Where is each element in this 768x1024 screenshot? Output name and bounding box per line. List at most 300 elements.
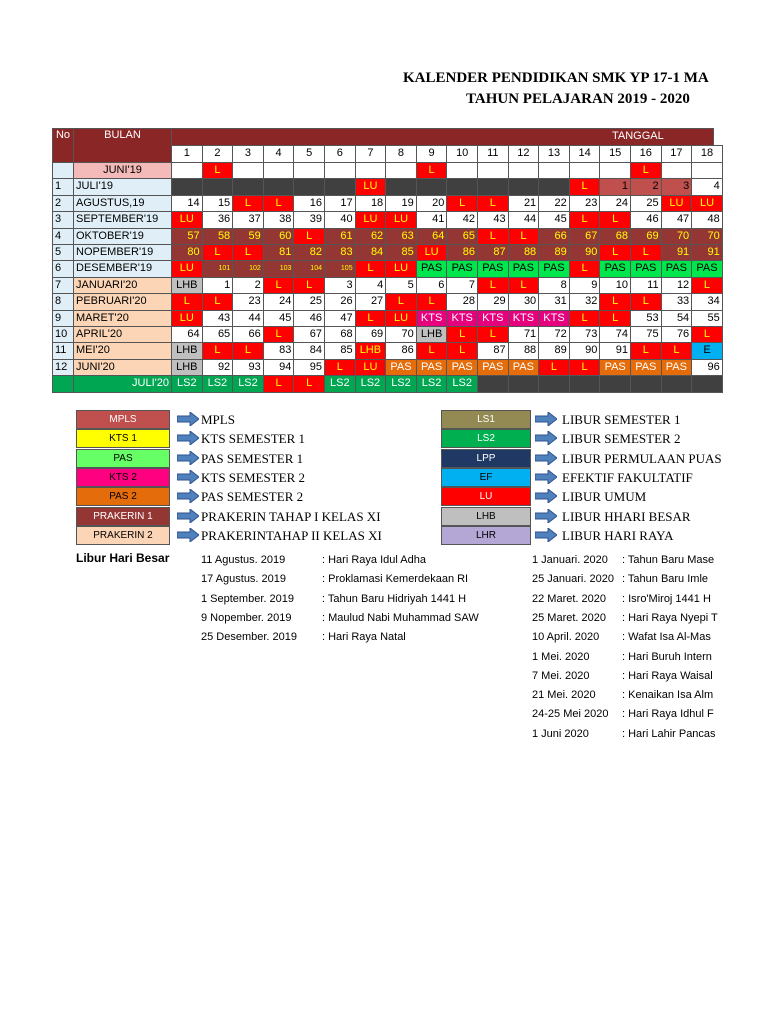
calendar-day-value: L xyxy=(428,164,435,176)
calendar-day-cell xyxy=(446,293,478,310)
holiday-name: : Proklamasi Kemerdekaan RI xyxy=(322,573,469,586)
calendar-day-cell xyxy=(569,244,601,261)
calendar-day-cell xyxy=(232,277,264,294)
month-name: JULI'20 xyxy=(73,375,172,392)
row-number: 12 xyxy=(52,359,74,376)
calendar-day-value: 16 xyxy=(309,196,322,209)
calendar-day-value: L xyxy=(306,229,313,242)
calendar-day-cell xyxy=(508,310,540,327)
calendar-day-value: PAS xyxy=(390,360,412,373)
calendar-day-value: 24 xyxy=(615,196,628,209)
calendar-day-value: L xyxy=(581,360,588,373)
arrow-right-icon xyxy=(535,470,557,484)
calendar-day-cell xyxy=(599,375,631,392)
calendar-day-value: 64 xyxy=(432,229,445,242)
calendar-day-cell xyxy=(416,162,448,179)
calendar-day-value: L xyxy=(183,295,190,308)
row-number: 2 xyxy=(52,195,74,212)
calendar-day-value: PAS xyxy=(420,360,443,373)
legend-label: LIBUR SEMESTER 1 xyxy=(562,412,681,427)
calendar-day-cell xyxy=(355,359,387,376)
calendar-day-value: LU xyxy=(363,213,378,226)
calendar-day-cell xyxy=(171,178,203,195)
legend-label: PAS SEMESTER 2 xyxy=(201,489,304,505)
calendar-day-value: 23 xyxy=(248,295,261,308)
calendar-day-cell xyxy=(538,211,570,228)
calendar-day-value: 70 xyxy=(676,229,690,242)
calendar-day-cell xyxy=(538,359,570,376)
calendar-day-cell xyxy=(293,342,325,359)
calendar-day-value: L xyxy=(306,377,313,390)
holiday-date: 7 Mei. 2020 xyxy=(532,669,590,682)
calendar-day-value: 58 xyxy=(217,229,231,242)
calendar-day-cell xyxy=(232,342,264,359)
calendar-day-value: 8 xyxy=(560,278,567,291)
calendar-day-cell xyxy=(661,178,693,195)
calendar-day-cell xyxy=(508,277,540,294)
calendar-day-value: PAS xyxy=(482,360,504,373)
calendar-day-value: 25 xyxy=(646,196,659,209)
calendar-day-cell xyxy=(324,178,356,195)
calendar-day-cell xyxy=(661,195,693,212)
calendar-day-value: 90 xyxy=(585,246,598,258)
calendar-day-value: PAS xyxy=(512,360,534,373)
row-number xyxy=(52,375,74,392)
calendar-day-value: L xyxy=(244,246,252,258)
calendar-day-cell xyxy=(263,228,295,245)
calendar-day-cell xyxy=(630,342,662,359)
calendar-day-cell xyxy=(569,375,601,392)
legend-code-box: LHR xyxy=(441,526,531,545)
calendar-day-value: 89 xyxy=(554,246,567,258)
calendar-day-value: L xyxy=(581,180,588,193)
calendar-day-value: L xyxy=(275,278,282,291)
calendar-day-cell xyxy=(232,178,264,195)
month-name: APRIL'20 xyxy=(73,326,172,343)
calendar-day-value: 5 xyxy=(407,278,414,291)
calendar-day-value: LU xyxy=(699,196,715,209)
calendar-day-value: 92 xyxy=(217,360,231,373)
calendar-day-cell xyxy=(508,293,540,310)
calendar-day-value: L xyxy=(397,295,405,308)
day-number: 15 xyxy=(599,145,631,163)
holiday-name: : Hari Raya Waisal xyxy=(622,669,713,682)
legend-label: LIBUR HARI RAYA xyxy=(562,527,674,543)
calendar-day-cell xyxy=(232,326,264,343)
legend-label: KTS SEMESTER 2 xyxy=(201,469,306,485)
calendar-day-cell xyxy=(355,375,387,392)
calendar-day-cell xyxy=(477,293,509,310)
calendar-day-cell xyxy=(416,342,448,359)
arrow-right-icon xyxy=(177,412,199,426)
day-number: 11 xyxy=(477,145,509,163)
calendar-day-value: L xyxy=(520,278,527,291)
calendar-day-value: LU xyxy=(393,311,409,324)
arrow-right-icon xyxy=(177,489,199,503)
holiday-name: : Hari Raya Idhul F xyxy=(622,708,714,721)
calendar-day-cell xyxy=(599,178,631,195)
month-name: JANUARI'20 xyxy=(73,277,172,294)
calendar-day-cell xyxy=(355,211,387,228)
calendar-day-cell xyxy=(263,195,295,212)
calendar-day-value: 104 xyxy=(310,265,322,273)
calendar-day-value: L xyxy=(275,196,282,209)
calendar-day-value: 4 xyxy=(713,180,720,193)
calendar-day-cell xyxy=(661,162,693,179)
calendar-day-cell xyxy=(263,211,295,228)
holiday-date: 22 Maret. 2020 xyxy=(532,592,606,605)
calendar-day-cell xyxy=(416,277,448,294)
calendar-day-value: 59 xyxy=(248,229,261,242)
calendar-day-value: 27 xyxy=(370,295,384,308)
holiday-name: : Hari Lahir Pancas xyxy=(622,727,716,740)
calendar-day-cell xyxy=(538,228,570,245)
calendar-day-value: 67 xyxy=(585,229,598,242)
calendar-day-value: L xyxy=(214,246,221,258)
calendar-day-cell xyxy=(477,326,509,343)
month-name: PEBRUARI'20 xyxy=(73,293,172,310)
calendar-day-value: 69 xyxy=(370,328,384,340)
calendar-day-cell xyxy=(324,326,356,343)
calendar-day-value: L xyxy=(489,229,496,242)
calendar-day-cell xyxy=(569,162,601,179)
calendar-day-value: 62 xyxy=(370,229,384,242)
calendar-day-cell xyxy=(263,375,295,392)
calendar-day-value: 103 xyxy=(279,265,292,273)
calendar-day-value: L xyxy=(367,311,374,324)
calendar-day-cell xyxy=(569,359,601,376)
calendar-day-cell xyxy=(324,228,356,245)
header-tanggal: TANGGAL xyxy=(171,128,714,146)
calendar-day-cell xyxy=(599,277,631,294)
calendar-day-cell xyxy=(263,359,295,376)
calendar-day-cell xyxy=(661,293,693,310)
calendar-day-value: 82 xyxy=(309,246,322,258)
calendar-day-value: L xyxy=(244,196,252,209)
calendar-day-cell xyxy=(171,277,203,294)
calendar-day-value: PAS xyxy=(604,360,626,373)
calendar-day-cell xyxy=(416,195,448,212)
calendar-day-value: 15 xyxy=(217,196,231,209)
calendar-day-cell xyxy=(385,375,417,392)
calendar-day-value: 67 xyxy=(309,328,322,340)
calendar-day-value: 46 xyxy=(309,311,322,324)
calendar-day-value: 4 xyxy=(377,278,384,291)
calendar-day-cell xyxy=(661,244,693,261)
calendar-day-cell xyxy=(385,228,417,245)
calendar-day-value: L xyxy=(275,328,282,340)
calendar-day-cell xyxy=(324,195,356,212)
calendar-day-value: 17 xyxy=(340,196,353,209)
calendar-day-value: 30 xyxy=(523,295,537,308)
calendar-day-cell xyxy=(293,195,325,212)
calendar-day-value: LS2 xyxy=(238,377,258,390)
calendar-day-cell xyxy=(538,277,570,294)
holiday-date: 9 Nopember. 2019 xyxy=(201,611,292,624)
calendar-day-cell xyxy=(446,375,478,392)
school-year-title: TAHUN PELAJARAN 2019 - 2020 xyxy=(466,91,690,107)
legend-label: LIBUR UMUM xyxy=(562,489,647,505)
calendar-day-cell xyxy=(293,277,325,294)
calendar-day-value: L xyxy=(336,360,343,373)
calendar-day-cell xyxy=(538,342,570,359)
calendar-day-value: PAS xyxy=(635,360,657,373)
calendar-day-cell xyxy=(630,375,662,392)
calendar-day-cell xyxy=(385,211,417,228)
calendar-day-cell xyxy=(477,162,509,179)
calendar-day-value: 95 xyxy=(309,360,322,373)
calendar-day-cell xyxy=(355,178,387,195)
calendar-day-value: PAS xyxy=(451,360,473,373)
calendar-day-value: LHB xyxy=(176,360,198,373)
holiday-name: : Tahun Baru Mase xyxy=(622,554,715,566)
calendar-day-cell xyxy=(293,244,325,261)
calendar-day-cell xyxy=(324,162,356,179)
calendar-day-cell xyxy=(324,375,356,392)
calendar-day-value: 91 xyxy=(615,344,628,357)
arrow-right-icon xyxy=(535,509,557,523)
calendar-day-cell xyxy=(202,244,234,261)
calendar-day-cell xyxy=(202,342,234,359)
calendar-day-value: L xyxy=(703,278,711,291)
calendar-day-cell xyxy=(171,359,203,376)
calendar-day-value: 73 xyxy=(585,328,598,340)
calendar-day-cell xyxy=(599,195,631,212)
calendar-day-cell xyxy=(324,260,356,277)
calendar-day-value: 84 xyxy=(309,344,322,357)
calendar-day-cell xyxy=(661,310,693,327)
calendar-day-value: 66 xyxy=(554,229,567,242)
calendar-day-value: L xyxy=(428,295,435,308)
calendar-day-cell xyxy=(477,260,509,277)
calendar-day-value: 72 xyxy=(554,328,567,340)
holiday-date: 25 Januari. 2020 xyxy=(532,573,614,586)
calendar-day-value: PAS xyxy=(451,262,473,275)
calendar-day-cell xyxy=(691,260,723,277)
calendar-day-value: L xyxy=(489,196,496,209)
calendar-day-cell xyxy=(355,228,387,245)
calendar-day-cell xyxy=(661,342,693,359)
day-number: 10 xyxy=(446,145,478,163)
calendar-day-cell xyxy=(293,260,325,277)
calendar-day-value: LHB xyxy=(420,328,443,340)
calendar-day-cell xyxy=(232,375,264,392)
legend-label: MPLS xyxy=(201,412,235,427)
holiday-date: 24-25 Mei 2020 xyxy=(532,708,609,721)
day-number: 2 xyxy=(202,145,234,163)
calendar-day-value: 22 xyxy=(554,196,567,209)
holiday-date: 1 Juni 2020 xyxy=(532,727,589,740)
calendar-day-cell xyxy=(232,293,264,310)
calendar-day-value: LS2 xyxy=(330,377,350,390)
header-bulan: BULAN xyxy=(73,128,172,163)
legend-label: LIBUR HHARI BESAR xyxy=(562,508,691,524)
calendar-day-value: 23 xyxy=(585,196,598,209)
calendar-day-value: 33 xyxy=(676,295,690,308)
calendar-day-value: L xyxy=(459,344,466,357)
calendar-day-value: L xyxy=(428,344,435,357)
calendar-day-cell xyxy=(538,244,570,261)
row-number: 11 xyxy=(52,342,74,359)
calendar-day-value: L xyxy=(214,164,221,176)
calendar-day-cell xyxy=(416,211,448,228)
calendar-day-cell xyxy=(232,195,264,212)
calendar-day-cell xyxy=(477,228,509,245)
calendar-day-cell xyxy=(171,228,203,245)
calendar-day-value: PAS xyxy=(512,262,534,275)
calendar-day-cell xyxy=(661,211,693,228)
calendar-day-cell xyxy=(569,326,601,343)
calendar-day-value: E xyxy=(703,344,711,357)
calendar-day-cell xyxy=(232,244,264,261)
calendar-day-value: 66 xyxy=(248,328,261,340)
calendar-day-cell xyxy=(569,195,601,212)
calendar-day-value: L xyxy=(550,360,558,373)
calendar-day-value: L xyxy=(275,377,282,390)
calendar-day-value: 80 xyxy=(187,246,200,258)
calendar-day-cell xyxy=(202,310,234,327)
calendar-day-cell xyxy=(691,326,723,343)
calendar-day-cell xyxy=(691,178,723,195)
calendar-day-cell xyxy=(446,359,478,376)
arrow-right-icon xyxy=(535,528,557,542)
calendar-day-cell xyxy=(538,195,570,212)
calendar-day-value: KTS xyxy=(482,311,504,324)
legend-code-box: LPP xyxy=(441,449,531,468)
calendar-day-value: PAS xyxy=(665,360,687,373)
calendar-day-cell xyxy=(446,260,478,277)
day-number: 4 xyxy=(263,145,295,163)
calendar-day-value: L xyxy=(612,311,619,324)
holiday-date: 1 Januari. 2020 xyxy=(532,554,608,566)
calendar-day-value: L xyxy=(489,278,496,291)
calendar-day-value: 28 xyxy=(462,295,475,308)
calendar-day-value: L xyxy=(642,344,649,357)
legend-label: PRAKERINTAHAP II KELAS XI xyxy=(201,527,382,543)
calendar-day-cell xyxy=(416,260,448,277)
calendar-day-cell xyxy=(355,310,387,327)
calendar-day-cell xyxy=(355,326,387,343)
calendar-day-value: 21 xyxy=(523,196,537,209)
row-number: 3 xyxy=(52,211,74,228)
legend-code-box: PAS 2 xyxy=(76,487,170,506)
calendar-day-cell xyxy=(385,277,417,294)
calendar-day-cell xyxy=(293,228,325,245)
calendar-day-value: 65 xyxy=(462,229,475,242)
calendar-day-cell xyxy=(599,260,631,277)
calendar-day-cell xyxy=(477,277,509,294)
calendar-day-value: LU xyxy=(393,213,409,226)
calendar-day-value: L xyxy=(642,246,649,258)
calendar-day-cell xyxy=(630,162,662,179)
calendar-day-value: LU xyxy=(179,213,194,226)
calendar-day-cell xyxy=(661,277,693,294)
calendar-day-cell xyxy=(630,228,662,245)
calendar-day-cell xyxy=(324,244,356,261)
legend-code-box: LS2 xyxy=(441,429,531,448)
calendar-day-cell xyxy=(385,244,417,261)
row-number: 10 xyxy=(52,326,74,343)
holiday-date: 25 Desember. 2019 xyxy=(201,631,298,644)
calendar-day-value: L xyxy=(581,213,588,226)
calendar-day-cell xyxy=(385,260,417,277)
calendar-day-value: PAS xyxy=(696,262,718,275)
calendar-day-value: 71 xyxy=(523,328,537,340)
calendar-day-value: 63 xyxy=(401,229,414,242)
month-name: AGUSTUS,19 xyxy=(73,195,172,212)
calendar-day-cell xyxy=(202,293,234,310)
calendar-day-cell xyxy=(599,326,631,343)
calendar-day-cell xyxy=(569,211,601,228)
calendar-day-value: 93 xyxy=(248,360,261,373)
month-name: MARET'20 xyxy=(73,310,172,327)
month-name: NOPEMBER'19 xyxy=(73,244,172,261)
calendar-day-cell xyxy=(232,228,264,245)
calendar-day-value: 48 xyxy=(707,213,720,226)
calendar-day-cell xyxy=(171,375,203,392)
calendar-day-cell xyxy=(355,342,387,359)
calendar-day-cell xyxy=(293,162,325,179)
row-number: 7 xyxy=(52,277,74,294)
calendar-day-cell xyxy=(508,375,540,392)
calendar-day-value: 61 xyxy=(340,229,353,242)
calendar-day-value: LU xyxy=(363,360,378,373)
calendar-day-cell xyxy=(232,359,264,376)
legend-code-box: PRAKERIN 1 xyxy=(76,507,170,526)
calendar-day-value: 47 xyxy=(676,213,690,226)
calendar-day-cell xyxy=(324,359,356,376)
calendar-day-value: LS2 xyxy=(207,377,228,390)
day-number: 18 xyxy=(691,145,723,163)
calendar-day-value: 20 xyxy=(432,196,445,209)
calendar-day-value: LS2 xyxy=(391,377,411,390)
calendar-day-cell xyxy=(355,244,387,261)
legend-label: PAS SEMESTER 1 xyxy=(201,450,304,466)
calendar-day-value: 3 xyxy=(346,278,353,291)
calendar-day-cell xyxy=(569,228,601,245)
holiday-date: 10 April. 2020 xyxy=(532,631,600,644)
calendar-day-cell xyxy=(416,244,448,261)
calendar-day-value: 84 xyxy=(370,246,384,258)
arrow-right-icon xyxy=(177,528,199,542)
calendar-day-cell xyxy=(324,310,356,327)
calendar-day-cell xyxy=(202,375,234,392)
calendar-day-cell xyxy=(477,195,509,212)
arrow-right-icon xyxy=(177,509,199,523)
calendar-day-cell xyxy=(691,228,723,245)
calendar-day-cell xyxy=(355,260,387,277)
calendar-day-value: LHB xyxy=(176,278,198,291)
calendar-day-value: 85 xyxy=(340,344,353,357)
calendar-day-value: 24 xyxy=(279,295,292,308)
legend-code-box: LHB xyxy=(441,507,531,526)
calendar-day-value: L xyxy=(612,295,619,308)
calendar-day-value: LHB xyxy=(359,344,382,357)
calendar-day-cell xyxy=(630,326,662,343)
calendar-day-cell xyxy=(385,178,417,195)
calendar-day-cell xyxy=(508,342,540,359)
calendar-day-value: LHB xyxy=(176,344,198,357)
calendar-day-value: L xyxy=(612,213,619,226)
legend-label: LIBUR PERMULAAN PUAS xyxy=(562,450,722,466)
calendar-day-cell xyxy=(691,211,723,228)
calendar-day-cell xyxy=(477,359,509,376)
calendar-day-cell xyxy=(569,293,601,310)
day-number: 6 xyxy=(324,145,356,163)
calendar-day-cell xyxy=(569,342,601,359)
calendar-day-value: 70 xyxy=(401,328,414,340)
calendar-day-cell xyxy=(691,310,723,327)
